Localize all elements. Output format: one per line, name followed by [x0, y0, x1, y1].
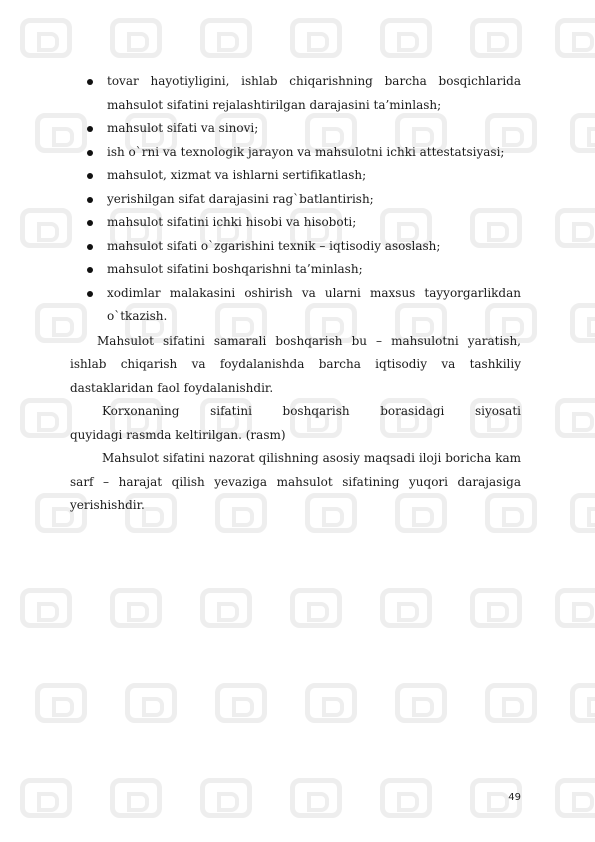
watermark-icon: [215, 683, 267, 723]
paragraph: quyidagi rasmda keltirilgan. (rasm): [70, 427, 286, 442]
bullet-icon: [87, 244, 93, 250]
list-item-text: mahsulot sifatini rejalashtirilgan darajasini ta’minlash;: [107, 97, 442, 112]
watermark-icon: [570, 113, 595, 153]
paragraph: Mahsulot sifatini samarali boshqarish bu – mahsulotni yaratish, ishlab chiqarish va foydalanishda barcha iqtisodiy va tashkiliy dastaklaridan faol foydalanishdir.: [70, 333, 521, 395]
document-body: [70, 70, 521, 518]
paragraph: Mahsulot sifatini nazorat qilishning asosiy maqsadi iloji boricha kam sarf – harajat qilish yevaziga mahsulot sifatining yuqori darajasiga yerishishdir.: [70, 451, 521, 512]
watermark-icon: [110, 18, 162, 58]
watermark-icon: [485, 683, 537, 723]
watermark-icon: [200, 778, 252, 818]
list-item-text: ish o`rni va texnologik jarayon va mahsulotni ichki attestatsiyasi;: [107, 144, 505, 159]
bullet-icon: [87, 291, 93, 297]
list-item-text: o`tkazish.: [107, 309, 168, 323]
watermark-icon: [380, 778, 432, 818]
bullet-icon: [87, 126, 93, 132]
bullet-icon: [87, 267, 93, 273]
watermark-icon: [125, 683, 177, 723]
watermark-icon: [555, 208, 595, 248]
watermark-icon: [555, 398, 595, 438]
bullet-list: [70, 70, 521, 329]
watermark-icon: [555, 18, 595, 58]
watermark-icon: [110, 588, 162, 628]
list-item: [70, 117, 521, 141]
watermark-icon: [290, 588, 342, 628]
list-item-text: xodimlar malakasini oshirish va ularni maxsus tayyorgarlikdan: [107, 285, 521, 300]
list-item-text: mahsulot sifati va sinovi;: [107, 121, 259, 135]
watermark-icon: [395, 683, 447, 723]
watermark-icon: [110, 778, 162, 818]
watermark-icon: [20, 778, 72, 818]
watermark-icon: [570, 493, 595, 533]
list-item-text: yerishilgan sifat darajasini rag`batlantirish;: [107, 191, 374, 206]
watermark-icon: [555, 778, 595, 818]
list-item: [70, 188, 521, 212]
bullet-icon: [87, 197, 93, 203]
list-item-text: mahsulot sifatini boshqarishni ta’minlash;: [107, 262, 363, 276]
watermark-icon: [470, 588, 522, 628]
list-item-text: mahsulot sifatini ichki hisobi va hisoboti;: [107, 215, 357, 229]
list-item-text: tovar hayotiyligini, ishlab chiqarishning barcha bosqichlarida: [107, 74, 521, 88]
list-item: [70, 141, 521, 165]
list-item: [70, 70, 521, 117]
watermark-icon: [380, 18, 432, 58]
page-number: 49: [508, 792, 521, 803]
list-item-text: mahsulot, xizmat va ishlarni sertifikatlash;: [107, 168, 367, 182]
watermark-icon: [200, 588, 252, 628]
watermark-icon: [555, 588, 595, 628]
list-item: [70, 235, 521, 259]
list-item-text: mahsulot sifati o`zgarishini texnik – iqtisodiy asoslash;: [107, 238, 441, 253]
watermark-icon: [290, 18, 342, 58]
watermark-icon: [290, 778, 342, 818]
bullet-icon: [87, 220, 93, 226]
watermark-icon: [305, 683, 357, 723]
paragraph: Korxonaning sifatini boshqarish borasidagi siyosati: [102, 404, 521, 418]
bullet-icon: [87, 79, 93, 85]
list-item: [70, 211, 521, 235]
watermark-icon: [20, 18, 72, 58]
list-item: [70, 258, 521, 282]
watermark-icon: [35, 683, 87, 723]
watermark-icon: [570, 303, 595, 343]
watermark-icon: [20, 588, 72, 628]
watermark-icon: [20, 208, 72, 248]
list-item: [70, 282, 521, 329]
watermark-icon: [200, 18, 252, 58]
bullet-icon: [87, 150, 93, 156]
watermark-icon: [380, 588, 432, 628]
bullet-icon: [87, 173, 93, 179]
watermark-icon: [570, 683, 595, 723]
list-item: [70, 164, 521, 188]
watermark-icon: [470, 18, 522, 58]
watermark-icon: [20, 398, 72, 438]
